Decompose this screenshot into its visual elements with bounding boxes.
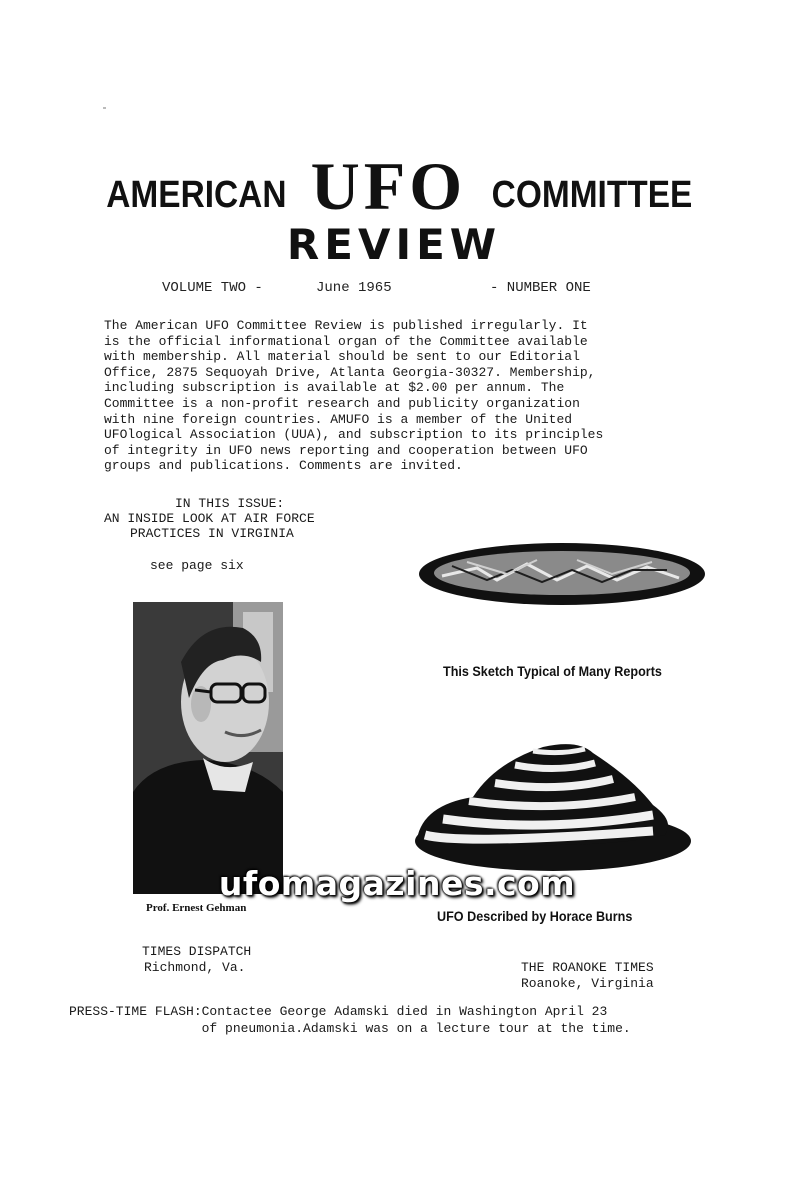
credit-line: TIMES DISPATCH [142,944,252,959]
credit-line: Richmond, Va. [144,960,246,975]
intro-line: including subscription is available at $2.00 per annum. The [104,380,565,396]
flash-line: of pneumonia.Adamski was on a lecture tour at the time. [69,1021,631,1036]
dome-ufo-sketch [403,735,693,875]
press-time-flash [69,1003,631,1037]
watermark-text: ufomagazines.com [218,864,576,903]
intro-line: Committee is a non-profit research and publicity organization [104,395,580,411]
volume-label: VOLUME TWO - [162,280,263,296]
paper-speck [103,107,106,109]
masthead-review: REVIEW [286,220,502,269]
cigar-ufo-sketch [417,540,707,608]
portrait-image [133,602,283,894]
masthead-american: AMERICAN [106,174,287,216]
in-this-issue-line: AN INSIDE LOOK AT AIR FORCE [104,511,315,526]
flash-line: PRESS-TIME FLASH:Contactee George Adamski died in Washington April 23 [69,1004,608,1019]
masthead-committee: COMMITTEE [491,174,693,216]
credit-times-dispatch [142,944,251,976]
intro-line: Office, 2875 Sequoyah Drive, Atlanta Georgia-30327. Membership, [104,364,596,380]
credit-line: THE ROANOKE TIMES [521,960,654,975]
portrait-caption: Prof. Ernest Gehman [146,902,247,914]
sketch-caption-bottom: UFO Described by Horace Burns [437,908,633,924]
portrait-photo [133,602,283,894]
intro-line: with nine foreign countries. AMUFO is a member of the United [104,411,573,427]
intro-paragraph [104,318,684,474]
intro-line: UFOlogical Association (UUA), and subscription to its principles [104,427,604,443]
see-page-note: see page six [150,558,244,573]
masthead-ufo: UFO [310,148,467,224]
in-this-issue-line: PRACTICES IN VIRGINIA [130,526,294,541]
credit-line: Roanoke, Virginia [521,976,654,991]
issue-number: - NUMBER ONE [490,280,591,296]
intro-line: is the official informational organ of the Committee available [104,333,588,349]
in-this-issue-heading: IN THIS ISSUE: [175,496,285,511]
sketch-caption-top: This Sketch Typical of Many Reports [443,663,662,679]
intro-line: with membership. All material should be sent to our Editorial [104,349,580,365]
intro-line: groups and publications. Comments are invited. [104,458,463,474]
issue-line [0,280,800,300]
intro-line: of integrity in UFO news reporting and cooperation between UFO [104,442,588,458]
issue-date: June 1965 [316,280,392,296]
credit-roanoke-times [521,960,654,992]
intro-line: The American UFO Committee Review is published irregularly. It [104,318,588,333]
masthead [0,148,800,224]
